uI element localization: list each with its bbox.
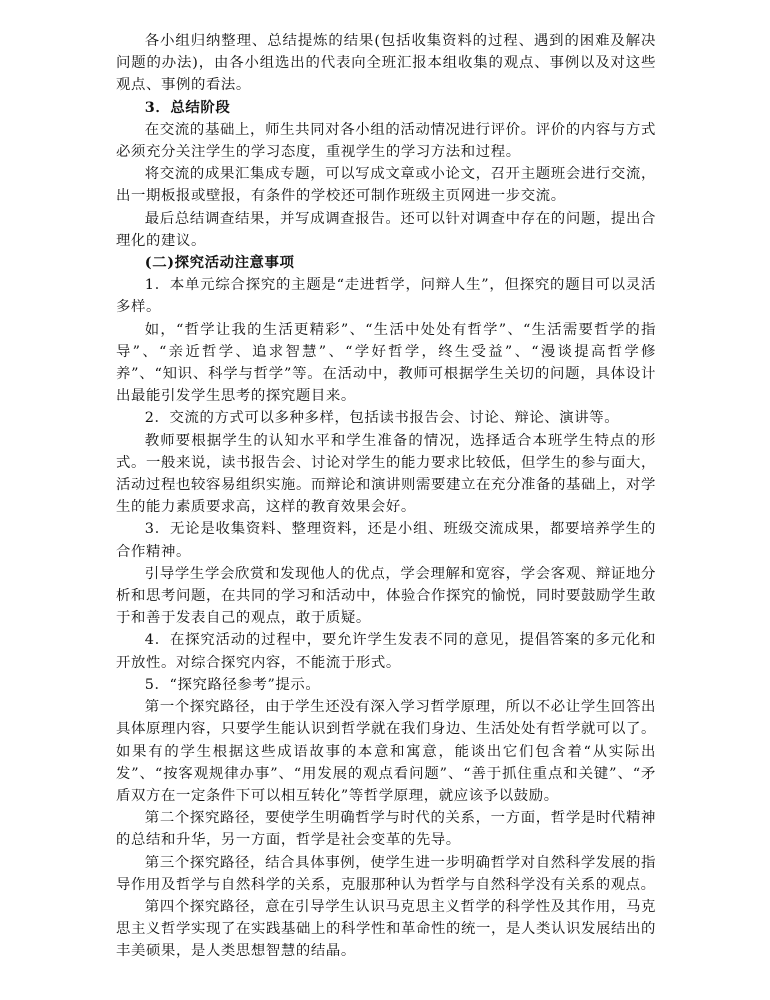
body-paragraph: 如，“哲学让我的生活更精彩”、“生活中处处有哲学”、“生活需要哲学的指导”、“亲近哲学、追求智慧”、“学好哲学，终生受益”、“漫谈提高哲学修养”、“知识、科学与哲学”等。在活动中，教师可根据学生关切的问题，具体设计出最能引发学生思考的探究题目来。 (116, 321, 656, 405)
body-paragraph: 第一个探究路径，由于学生还没有深入学习哲学原理，所以不必让学生回答出具体原理内容，只要学生能认识到哲学就在我们身边、生活处处有哲学就可以了。如果有的学生根据这些成语故事的本意和寓意，能谈出它们包含着“从实际出发”、“按客观规律办事”、“用发展的观点看问题”、“善于抓住重点和关键”、“矛盾双方在一定条件下可以相互转化”等哲学原理，就应该予以鼓励。 (116, 699, 656, 804)
body-paragraph: 在交流的基础上，师生共同对各小组的活动情况进行评价。评价的内容与方式必须充分关注学生的学习态度，重视学生的学习方法和过程。 (116, 121, 656, 161)
body-paragraph: 4．在探究活动的过程中，要允许学生发表不同的意见，提倡答案的多元化和开放性。对综合探究内容，不能流于形式。 (116, 632, 656, 671)
body-paragraph: 2．交流的方式可以多种多样，包括读书报告会、讨论、辩论、演讲等。 (144, 410, 620, 427)
body-paragraph: 5．“探究路径参考”提示。 (144, 676, 321, 693)
body-paragraph: 各小组归纳整理、总结提炼的结果(包括收集资料的过程、遇到的困难及解决问题的办法)，由各小组选出的代表向全班汇报本组收集的观点、事例以及对这些观点、事例的看法。 (116, 33, 656, 94)
body-paragraph: 第二个探究路径，要使学生明确哲学与时代的关系，一方面，哲学是时代精神的总结和升华，另一方面，哲学是社会变革的先导。 (116, 810, 656, 849)
body-paragraph: 将交流的成果汇集成专题，可以写成文章或小论文，召开主题班会进行交流，出一期板报或壁报，有条件的学校还可制作班级主页网进一步交流。 (116, 166, 656, 205)
body-paragraph: 教师要根据学生的认知水平和学生准备的情况，选择适合本班学生特点的形式。一般来说，读书报告会、讨论对学生的能力要求比较低，但学生的参与面大，活动过程也较容易组织实施。而辩论和演讲则需要建立在充分准备的基础上，对学生的能力素质要求高，这样的教育效果会好。 (116, 432, 656, 516)
body-paragraph: 1．本单元综合探究的主题是“走进哲学，问辩人生”，但探究的题目可以灵活多样。 (116, 277, 656, 316)
section-heading: (二)探究活动注意事项 (144, 254, 295, 272)
body-paragraph: 3．无论是收集资料、整理资料，还是小组、班级交流成果，都要培养学生的合作精神。 (116, 521, 656, 560)
document-page (116, 30, 656, 963)
body-paragraph: 最后总结调查结果，并写成调查报告。还可以针对调查中存在的问题，提出合理化的建议。 (116, 210, 656, 249)
body-paragraph: 第三个探究路径，结合具体事例，使学生进一步明确哲学对自然科学发展的指导作用及哲学与自然科学的关系，克服那种认为哲学与自然科学没有关系的观点。 (116, 854, 656, 893)
body-paragraph: 第四个探究路径，意在引导学生认识马克思主义哲学的科学性及其作用，马克思主义哲学实现了在实践基础上的科学性和革命性的统一，是人类认识发展结出的丰美硕果，是人类思想智慧的结晶。 (116, 898, 656, 960)
section-heading: 3．总结阶段 (144, 98, 231, 116)
body-paragraph: 引导学生学会欣赏和发现他人的优点，学会理解和宽容，学会客观、辩证地分析和思考问题，在共同的学习和活动中，体验合作探究的愉悦，同时要鼓励学生敢于和善于发表自己的观点，敢于质疑。 (116, 565, 656, 627)
